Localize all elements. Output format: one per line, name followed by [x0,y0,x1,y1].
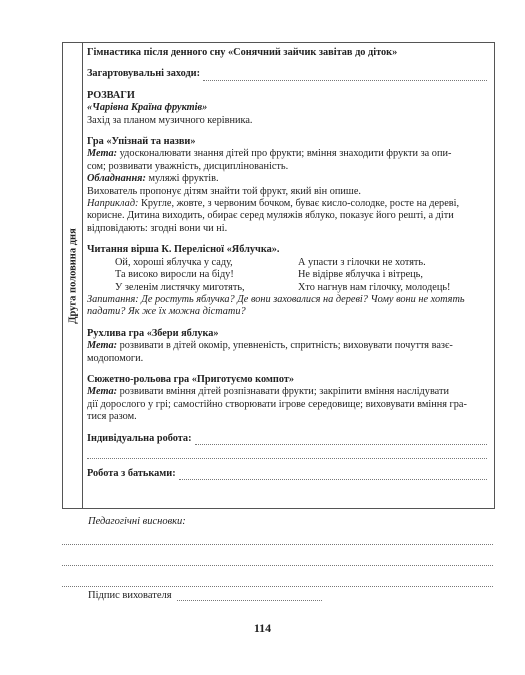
reading-questions-cont: падати? Як же їх можна дістати? [87,306,246,318]
game3-title: Сюжетно-рольова гра «Приготуємо компот» [87,373,295,385]
signature-row [62,590,493,601]
conclusions-label: Педагогічні висновки: [88,516,186,527]
goal-label: Мета: [87,386,118,398]
goal-label: Мета: [87,340,118,352]
example-label: Наприклад: [87,198,139,210]
gym-title: Гімнастика після денного сну «Сонячний зайчик завітав до діток» [87,47,398,58]
conclusions-line[interactable] [62,566,493,587]
conclusions-section [62,516,493,587]
game1-example: Наприклад: Кругле, жовте, з червоним бочком, буває кисло-солодке, росте на дереві, [87,198,460,210]
game1-goal-cont: сом; розвивати уважність, дисциплінованість. [87,160,289,172]
page-number: 114 [253,621,272,635]
fun-heading: РОЗВАГИ [87,89,135,101]
reading-title: Читання вірша К. Перелісної «Яблучка». [87,244,280,256]
plan-content [87,47,487,480]
tempering-row [87,68,487,80]
conclusions-line[interactable] [62,545,493,566]
parents-label: Робота з батьками: [87,467,176,479]
individual-field-line[interactable] [87,445,487,459]
individual-row [87,433,487,445]
plan-table [62,42,495,509]
reading-questions: Запитання: Де ростуть яблучка? Де вони заховалися на дереві? Чому вони не хотять [87,293,465,305]
fun-text: Захід за планом музичного керівника. [87,114,253,126]
signature-field[interactable] [177,591,322,601]
individual-label: Індивідуальна робота: [87,432,192,444]
game2-goal-cont: модопомоги. [87,352,144,364]
game1-desc: Вихователь пропонує дітям знайти той фрукт, який він опише. [87,185,361,197]
conclusions-line[interactable] [62,527,493,545]
tempering-label: Загартовувальні заходи: [87,68,201,80]
poem [87,257,487,294]
game3-goal-cont: дії дорослого у грі; самостійно створювати ігрове середовище; виховувати вміння гра- [87,398,467,410]
signature-label: Підпис вихователя [88,590,172,601]
poem-line: Хто нагнув нам гілочку, молодець! [298,281,451,293]
game1-title: Гра «Упізнай та назви» [87,136,196,148]
parents-field[interactable] [179,470,487,480]
game1-example-cont2: відповідають: згодні вони чи ні. [87,222,228,234]
fun-title: «Чарівна Країна фруктів» [87,102,208,114]
individual-field[interactable] [195,435,487,445]
tempering-field[interactable] [203,71,487,81]
poem-line: Ой, хороші яблучка у саду, [115,256,233,268]
game3-goal: Мета: розвивати вміння дітей розпізнавати фрукти; закріпити вміння наслідувати [87,386,449,398]
game1-goal: Мета: удосконалювати знання дітей про фрукти; вміння знаходити фрукти за опи- [87,148,452,160]
side-label: Друга половина дня [67,227,78,324]
goal-label: Мета: [87,148,118,160]
game1-equipment: Обладнання: муляжі фруктів. [87,173,219,185]
poem-line: Та високо виросли на біду! [115,269,234,281]
equip-label: Обладнання: [87,173,146,185]
game2-title: Рухлива гра «Збери яблука» [87,327,219,339]
poem-line: Не відірве яблучка і вітрець, [298,269,423,281]
game2-goal: Мета: розвивати в дітей окомір, упевненість, спритність; виховувати почуття вазє- [87,340,453,352]
poem-line: У зеленім листячку миготять, [115,281,245,293]
game1-example-cont: корисне. Дитина виходить, обирає серед муляжів яблуко, показує його решті, а діти [87,210,454,222]
side-column [63,43,83,508]
game3-goal-cont2: тися разом. [87,411,137,423]
parents-row [87,468,487,480]
poem-line: А упасти з гілочки не хотять. [298,256,426,268]
questions-label: Запитання: [87,293,139,305]
